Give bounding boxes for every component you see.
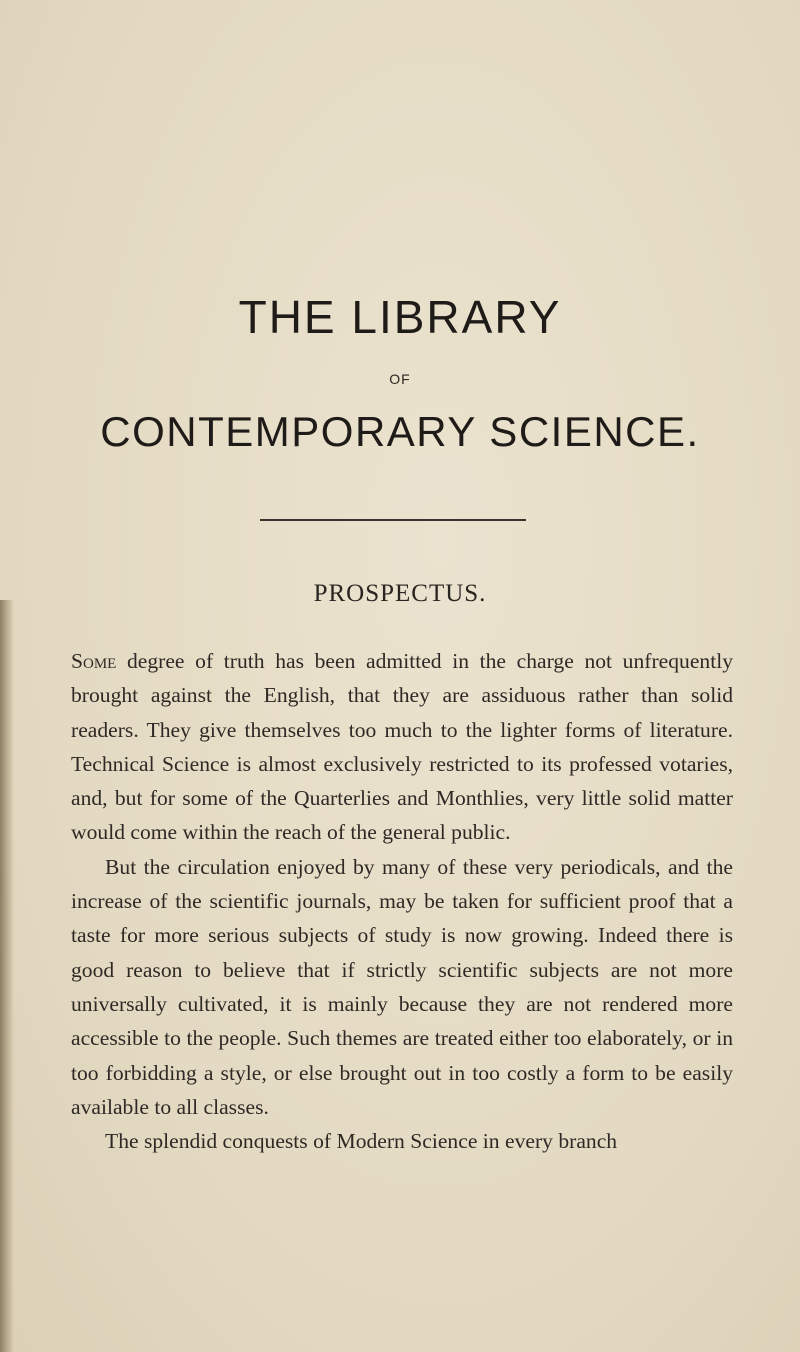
title-connector: OF <box>389 371 411 387</box>
paragraph-1-lead: Some <box>71 649 117 673</box>
paragraph-2 <box>71 850 733 1124</box>
series-subtitle: CONTEMPORARY SCIENCE. <box>100 408 700 455</box>
series-title: THE LIBRARY <box>238 291 562 343</box>
paragraph-1 <box>71 644 733 850</box>
paragraph-1-text: degree of truth has been admitted in the charge not unfrequently brought against the English, that they are assiduous rather than solid readers. They give themselves too much to the lighter forms of literature. Technical Science is almost exclusively restricted to its professed votaries, and, but for some of the Quarterlies and Monthlies, very little solid matter would come within the reach of the general public. <box>71 649 733 845</box>
divider-rule <box>260 519 526 521</box>
section-heading: PROSPECTUS. <box>313 580 487 607</box>
paragraph-3 <box>71 1124 733 1158</box>
spine-shadow <box>0 600 14 1352</box>
paragraph-3-text: The splendid conquests of Modern Science in every branch <box>105 1129 618 1154</box>
paragraph-2-text: But the circulation enjoyed by many of these very periodicals, and the increase of the scientific journals, may be taken for sufficient proof that a taste for more serious subjects of study is now growing. Indeed there is good reason to believe that if strictly scientific subjects are not more universally cultivated, it is mainly because they are not rendered more accessible to the people. Such themes are treated either too elaborately, or in too forbidding a style, or else brought out in too costly a form to be easily available to all classes. <box>71 854 733 1119</box>
prospectus-body <box>71 644 733 1158</box>
